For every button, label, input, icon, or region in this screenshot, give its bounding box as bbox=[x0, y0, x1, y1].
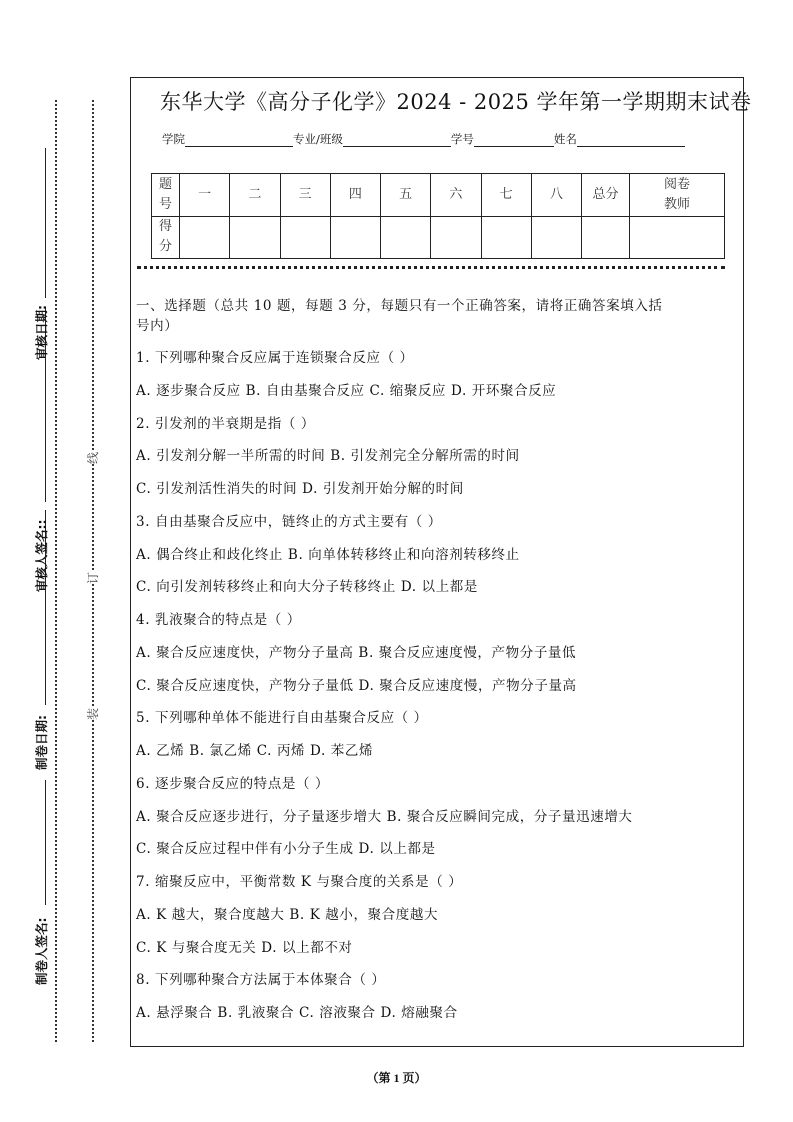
score-cell[interactable] bbox=[630, 216, 725, 259]
col-6: 六 bbox=[431, 174, 481, 217]
question-options: A. 偶合终止和歧化终止 B. 向单体转移终止和向溶剂转移终止 bbox=[136, 546, 520, 563]
score-cell[interactable] bbox=[381, 216, 431, 259]
question-options: C. 聚合反应过程中伴有小分子生成 D. 以上都是 bbox=[136, 841, 436, 858]
question-options: A. 聚合反应速度快，产物分子量高 B. 聚合反应速度慢，产物分子量低 bbox=[136, 644, 577, 661]
score-header-row bbox=[152, 174, 725, 217]
question-options: A. 悬浮聚合 B. 乳液聚合 C. 溶液聚合 D. 熔融聚合 bbox=[136, 1005, 458, 1021]
col-grader: 阅卷 教师 bbox=[630, 174, 725, 217]
exam-title: 东华大学《高分子化学》2024 - 2025 学年第一学期期末试卷 bbox=[160, 90, 752, 114]
question-stem: 7. 缩聚反应中，平衡常数 K 与聚合度的关系是（ ） bbox=[136, 874, 463, 890]
col-8: 八 bbox=[531, 174, 581, 217]
score-cell[interactable] bbox=[330, 216, 380, 259]
score-cell[interactable] bbox=[230, 216, 280, 259]
score-value-row bbox=[152, 216, 725, 259]
header-label: 题 号 bbox=[152, 174, 180, 217]
question-stem: 6. 逐步聚合反应的特点是（ ） bbox=[136, 775, 330, 792]
score-table bbox=[151, 173, 725, 259]
question-options: A. K 越大，聚合度越大 B. K 越小，聚合度越大 bbox=[136, 906, 439, 923]
dotted-separator bbox=[137, 266, 725, 269]
col-total: 总分 bbox=[582, 174, 630, 217]
maker-date-label: 制卷日期: bbox=[34, 715, 49, 770]
col-5: 五 bbox=[381, 174, 431, 217]
col-3: 三 bbox=[280, 174, 330, 217]
question-stem: 8. 下列哪种聚合方法属于本体聚合（ ） bbox=[136, 972, 386, 989]
field-college-blank[interactable] bbox=[185, 134, 293, 147]
question-stem: 1. 下列哪种聚合反应属于连锁聚合反应（ ） bbox=[136, 350, 414, 366]
score-cell[interactable] bbox=[582, 216, 630, 259]
score-cell[interactable] bbox=[481, 216, 531, 259]
field-major-label: 专业/班级 bbox=[293, 132, 343, 146]
field-college-label: 学院 bbox=[162, 132, 185, 146]
maker-sign-label: 制卷人签名: bbox=[34, 917, 49, 985]
score-cell[interactable] bbox=[180, 216, 230, 259]
question-options: A. 聚合反应逐步进行，分子量逐步增大 B. 聚合反应瞬间完成，分子量迅速增大 bbox=[136, 808, 633, 825]
section-heading: 一、选择题（总共 10 题，每题 3 分，每题只有一个正确答案，请将正确答案填入括 bbox=[136, 298, 663, 314]
question-stem: 2. 引发剂的半衰期是指（ ） bbox=[136, 415, 315, 432]
review-date-line[interactable] bbox=[45, 148, 46, 298]
score-cell[interactable] bbox=[531, 216, 581, 259]
question-options: C. K 与聚合度无关 D. 以上都不对 bbox=[136, 939, 353, 956]
binding-char-xian: 线 bbox=[86, 451, 101, 465]
field-name-blank[interactable] bbox=[577, 134, 685, 147]
question-stem: 5. 下列哪种单体不能进行自由基聚合反应（ ） bbox=[136, 710, 428, 727]
score-label: 得 分 bbox=[152, 216, 180, 259]
margin-signature-fields bbox=[30, 100, 50, 1060]
section-heading-cont: 号内） bbox=[136, 318, 179, 334]
question-options: C. 引发剂活性消失的时间 D. 引发剂开始分解的时间 bbox=[136, 481, 464, 497]
score-cell[interactable] bbox=[431, 216, 481, 259]
question-options: A. 乙烯 B. 氯乙烯 C. 丙烯 D. 苯乙烯 bbox=[136, 743, 374, 759]
question-options: A. 引发剂分解一半所需的时间 B. 引发剂完全分解所需的时间 bbox=[136, 448, 520, 465]
question-stem: 3. 自由基聚合反应中，链终止的方式主要有（ ） bbox=[136, 513, 442, 530]
field-id-blank[interactable] bbox=[474, 134, 554, 147]
review-date-label: 审核日期: bbox=[34, 305, 49, 360]
binding-char-zhuang: 装 bbox=[86, 707, 101, 721]
page-number: （第 1 页） bbox=[366, 1071, 427, 1085]
field-id-label: 学号 bbox=[450, 132, 474, 146]
question-options: A. 逐步聚合反应 B. 自由基聚合反应 C. 缩聚反应 D. 开环聚合反应 bbox=[136, 382, 557, 399]
question-stem: 4. 乳液聚合的特点是（ ） bbox=[136, 612, 301, 628]
question-options: C. 向引发剂转移终止和向大分子转移终止 D. 以上都是 bbox=[136, 579, 478, 596]
maker-sign-line[interactable] bbox=[45, 780, 46, 905]
field-major-blank[interactable] bbox=[343, 134, 451, 147]
col-1: 一 bbox=[180, 174, 230, 217]
col-7: 七 bbox=[481, 174, 531, 217]
reviewer-sign-label: 审核人签名:: bbox=[34, 519, 49, 592]
col-2: 二 bbox=[230, 174, 280, 217]
field-name-label: 姓名 bbox=[553, 132, 577, 146]
student-info-row bbox=[162, 131, 685, 147]
binding-char-ding: 订 bbox=[86, 571, 101, 585]
binding-dotted-line-outer bbox=[55, 100, 57, 1042]
question-options: C. 聚合反应速度快，产物分子量低 D. 聚合反应速度慢，产物分子量高 bbox=[136, 677, 577, 694]
col-4: 四 bbox=[330, 174, 380, 217]
score-cell[interactable] bbox=[280, 216, 330, 259]
